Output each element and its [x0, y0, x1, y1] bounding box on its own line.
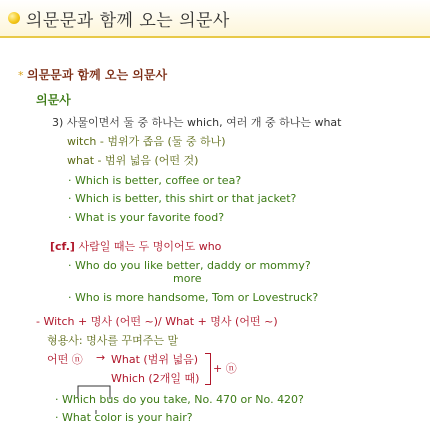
sub-heading: 의문사 [36, 93, 71, 107]
cf-text: 사람일 때는 두 명이어도 who [78, 240, 222, 253]
pattern-what: What (범위 넓음) [111, 353, 198, 366]
example-3: · What is your favorite food? [68, 211, 225, 224]
example-5: · What color is your hair? [55, 411, 193, 424]
pattern-which: Which (2개일 때) [111, 372, 200, 385]
example-2: · Which is better, this shirt or that jacket? [68, 192, 297, 205]
example-1: · Which is better, coffee or tea? [68, 174, 242, 187]
example-4: · Which bus do you take, No. 470 or No. 420? [55, 393, 304, 406]
cf-label: [cf.] [50, 240, 75, 253]
rule-number: 3) [52, 116, 64, 129]
pattern-line: - Witch + 명사 (어떤 ~)/ What + 명사 (어떤 ~) [36, 315, 278, 328]
arrow-icon: → [96, 351, 106, 364]
adjective-note: 형용사: 명사를 꾸며주는 말 [47, 334, 179, 347]
cf-example-2: · Who is more handsome, Tom or Lovestruck? [68, 291, 319, 304]
witch-line: witch - 범위가 좁음 (둘 중 하나) [67, 135, 226, 148]
cf-example-1-note: more [173, 272, 202, 285]
pattern-left: 어떤 ⓝ [47, 353, 83, 366]
rule-text: 사물이면서 둘 중 하나는 which, 여러 개 중 하나는 what [66, 116, 342, 129]
section-title: 의문문과 함께 오는 의문사 [27, 68, 168, 82]
star-icon: * [18, 69, 24, 82]
page-title: 의문문과 함께 오는 의문사 [26, 11, 230, 31]
what-line: what - 범위 넓음 (어떤 것) [67, 154, 199, 167]
cf-example-1: · Who do you like better, daddy or mommy? [68, 259, 311, 272]
pattern-plus: + ⓝ [213, 362, 237, 375]
